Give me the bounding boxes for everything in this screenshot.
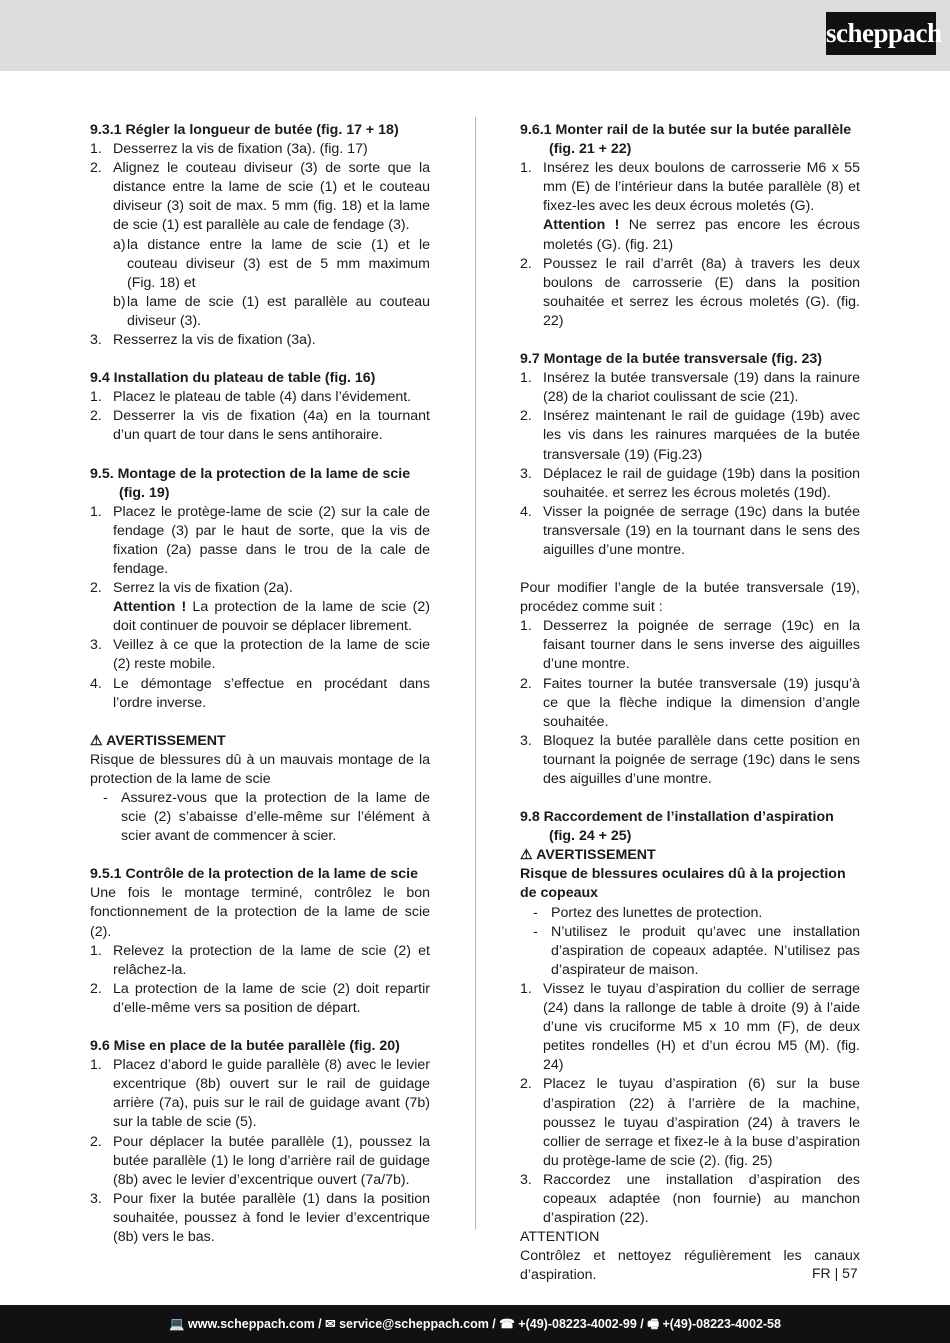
list-item: 2. Pour déplacer la butée parallèle (1), poussez la butée parallèle (1) le long d’arrière rail de guidage (8b) avec le levier d’excentrique ouvert (7a/7b). — [90, 1133, 430, 1188]
right-column — [520, 121, 860, 1285]
section-heading: 9.5. Montage de la protection de la lame de scie (fig. 19) — [90, 465, 411, 501]
dash-item: - Portez des lunettes de protection. — [533, 904, 763, 921]
list-item: 2. Alignez le couteau diviseur (3) de sorte que la distance entre la lame de scie (1) et le couteau diviseur (3) soit de max. 5 mm (fig. 18) et la lame de scie (1) est parallèle au cale de fendage (3). — [90, 160, 430, 234]
paragraph: Une fois le montage terminé, contrôlez le bon fonctionnement de la protection de la lame de scie (2). — [90, 885, 430, 940]
section-heading: 9.7 Montage de la butée transversale (fig. 23) — [520, 351, 822, 368]
warning-heading: ⚠ AVERTISSEMENT — [520, 847, 656, 864]
dash-item: - Assurez-vous que la protection de la lame de scie (2) s’abaisse d’elle-même sur l’élément à scier avant de commencer à scier. — [103, 790, 430, 845]
dash-item: - N’utilisez le produit qu’avec une installation d’aspiration de copeaux adaptée. N’utilisez pas d’aspirateur de maison. — [533, 923, 860, 978]
list-item: 2. Insérez maintenant le rail de guidage (19b) avec les vis dans les rainures marquées de la butée transversale (19) (Fig.23) — [520, 408, 860, 463]
list-item: 2. La protection de la lame de scie (2) doit repartir d’elle-même vers sa position de départ. — [90, 980, 430, 1016]
page-number: FR | 57 — [812, 1265, 858, 1281]
warning-icon: ⚠ — [90, 732, 103, 749]
list-item: 1. Placez le protège-lame de scie (2) sur la cale de fendage (3) par le haut de sorte, que la vis de fixation (2a) passe dans le trou de la cale de fendage. — [90, 503, 430, 577]
attention-note: Attention ! Ne serrez pas encore les écrous moletés (G). (fig. 21) — [543, 217, 860, 253]
warning-icon: ⚠ — [520, 847, 533, 864]
paragraph: Pour modifier l’angle de la butée transversale (19), procédez comme suit : — [520, 580, 860, 616]
list-item: 3. Veillez à ce que la protection de la lame de scie (2) reste mobile. — [90, 637, 430, 673]
list-item: 1. Insérez la butée transversale (19) dans la rainure (28) de la chariot coulissant de scie (21). — [520, 370, 860, 406]
list-item: 1. Desserrez la vis de fixation (3a). (fig. 17) — [90, 141, 368, 158]
list-item: 3. Pour fixer la butée parallèle (1) dans la position souhaitée, poussez à fond le levier d’excentrique (8b) vers le bas. — [90, 1190, 430, 1245]
warning-risk: Risque de blessures oculaires dû à la projection de copeaux — [520, 866, 846, 902]
list-item: 1. Relevez la protection de la lame de scie (2) et relâchez-la. — [90, 942, 430, 978]
left-column — [90, 121, 430, 1247]
section-heading: 9.4 Installation du plateau de table (fig. 16) — [90, 370, 376, 387]
warning-heading: ⚠ AVERTISSEMENT — [90, 732, 226, 749]
sub-list-item: a) la distance entre la lame de scie (1) et le couteau diviseur (3) est de 5 mm maximum (Fig. 18) et — [113, 236, 430, 291]
section-heading: 9.8 Raccordement de l’installation d’aspiration (fig. 24 + 25) — [520, 809, 834, 845]
list-item: 3. Déplacez le rail de guidage (19b) dans la position souhaitée. et serrez les écrous moletés (19d). — [520, 465, 860, 501]
section-heading: 9.6.1 Monter rail de la butée sur la butée parallèle (fig. 21 + 22) — [520, 122, 852, 158]
section-heading: 9.3.1 Régler la longueur de butée (fig. 17 + 18) — [90, 122, 399, 138]
list-item: 3. Bloquez la butée parallèle dans cette position en tournant la poignée de serrage (19c) dans le sens des aiguilles d’une montre. — [520, 732, 860, 787]
list-item: 1. Placez d’abord le guide parallèle (8) avec le levier excentrique (8b) ouvert sur le rail de guidage arrière (7a), puis sur le rail de guidage avant (7b) sur la table de scie (5). — [90, 1057, 430, 1131]
attention-note: Attention ! La protection de la lame de scie (2) doit continuer de pouvoir se déplacer librement. — [113, 599, 430, 635]
list-item: 1. Vissez le tuyau d’aspiration du collier de serrage (24) dans la rallonge de table à droite (9) à l’aide d’une vis cruciforme M5 x 10 mm (F), de deux petites rondelles (H) et d’un écrou M5 (M). (fig. 24) — [520, 980, 860, 1074]
list-item: 4. Visser la poignée de serrage (19c) dans la butée transversale (19) en la tournant dans le sens des aiguilles d’une montre. — [520, 503, 860, 558]
attention-label: ATTENTION — [520, 1229, 600, 1246]
section-heading: 9.6 Mise en place de la butée parallèle (fig. 20) — [90, 1038, 400, 1055]
column-divider — [475, 117, 476, 1230]
section-heading: 9.5.1 Contrôle de la protection de la lame de scie — [90, 866, 418, 883]
list-item: 3. Raccordez une installation d’aspiration des copeaux adaptée (non fournie) au manchon d’aspiration (22). — [520, 1171, 860, 1227]
list-item: 2. Poussez le rail d’arrêt (8a) à travers les deux boulons de carrosserie (E) dans la position souhaitée et serrez les écrous moletés (G). (fig. 22) — [520, 255, 860, 329]
list-item: 2. Placez le tuyau d’aspiration (6) sur la buse d’aspiration (22) à l’arrière de la machine, poussez le tuyau d’aspiration (24) à travers le collier de serrage et fixez-le à la buse d’aspiration du protège-lame de scie (2). (fig. 25) — [520, 1076, 860, 1169]
list-item: 2. Desserrer la vis de fixation (4a) en la tournant d’un quart de tour dans le sens antihoraire. — [90, 408, 430, 444]
list-item: 2. Serrez la vis de fixation (2a). — [90, 580, 293, 597]
paragraph: Contrôlez et nettoyez régulièrement les canaux d’aspiration. — [520, 1248, 860, 1284]
list-item: 4. Le démontage s’effectue en procédant dans l’ordre inverse. — [90, 675, 430, 711]
list-item: 2. Faites tourner la butée transversale (19) jusqu’à ce que la flèche indique la dimension d’angle souhaitée. — [520, 675, 860, 730]
list-item: 1. Placez le plateau de table (4) dans l’évidement. — [90, 389, 412, 406]
footer-contact: 💻 www.scheppach.com / ✉ service@scheppach.com / ☎ +(49)-08223-4002-99 / 🖷 +(49)-08223-4002-58 — [0, 1305, 950, 1343]
list-item: 3. Resserrez la vis de fixation (3a). — [90, 332, 316, 349]
warning-text: Risque de blessures dû à un mauvais montage de la protection de la lame de scie — [90, 751, 430, 787]
brand-logo: scheppach — [826, 12, 936, 55]
sub-list-item: b) la lame de scie (1) est parallèle au couteau diviseur (3). — [113, 293, 430, 329]
list-item: 1. Insérez les deux boulons de carrosserie M6 x 55 mm (E) de l’intérieur dans la butée parallèle (8) et fixez-les avec les deux écrous moletés (G). — [520, 160, 860, 215]
list-item: 1. Desserrez la poignée de serrage (19c) en la faisant tourner dans le sens inverse des aiguilles d’une montre. — [520, 618, 860, 673]
header-band — [0, 0, 950, 71]
